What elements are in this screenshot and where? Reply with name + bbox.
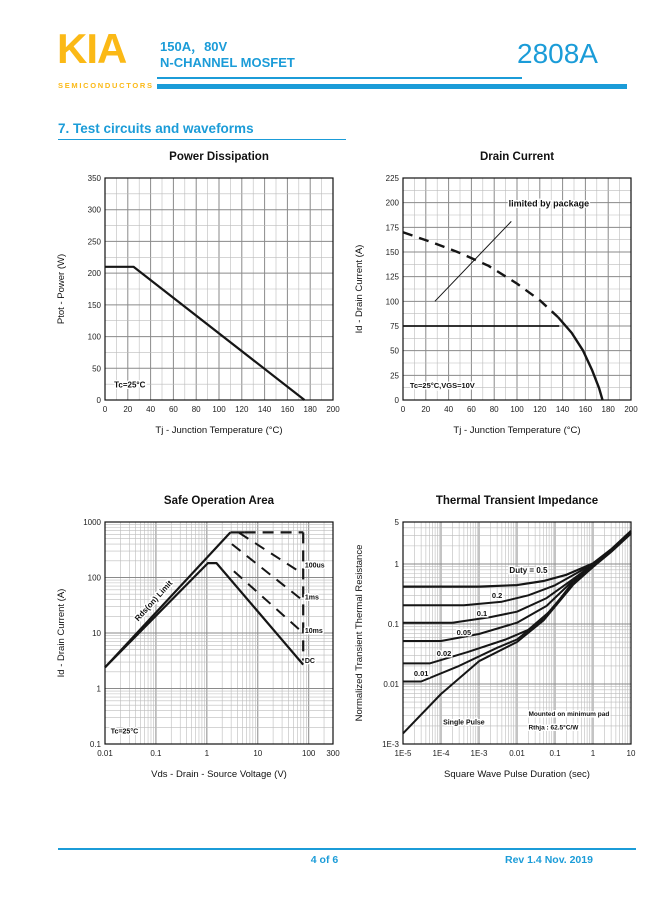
y-axis-label: Ptot - Power (W) [56, 253, 67, 325]
x-tick-label: 180 [601, 405, 615, 414]
y-tick-label: 25 [390, 371, 399, 381]
x-tick-label: 160 [280, 405, 295, 414]
x-tick-label: 100 [510, 405, 524, 414]
x-tick-label: 80 [191, 405, 201, 414]
power-dissipation-plot [53, 146, 348, 441]
x-tick-label: 40 [444, 405, 454, 414]
chart-title: Drain Current [479, 151, 555, 163]
safe-operation-area-plot [53, 490, 348, 785]
x-tick-label: 20 [421, 405, 431, 414]
chart-drain-current [351, 146, 646, 441]
curve-label: Rthja : 62.5°C/W [528, 724, 579, 732]
y-tick-label: 225 [385, 174, 399, 183]
y-tick-label: 1 [394, 559, 399, 569]
chart-title: Power Dissipation [169, 151, 269, 163]
x-tick-label: 200 [624, 405, 638, 414]
curve-label: 0.05 [456, 627, 472, 637]
x-axis-label: Tj - Junction Temperature (°C) [155, 425, 283, 436]
x-tick-label: 1E-5 [394, 749, 412, 758]
x-tick-label: 160 [578, 405, 593, 414]
y-tick-label: 100 [87, 573, 101, 583]
curve-label: Tc=25°C [110, 728, 139, 736]
product-rating: 150A，80V [160, 39, 228, 54]
x-tick-label: 100 [212, 405, 226, 414]
curve-label: 10ms [304, 628, 323, 635]
y-tick-label: 1000 [83, 518, 101, 527]
y-axis-label: Normalized Transient Thermal Resistance [354, 544, 365, 722]
x-tick-label: 0.1 [549, 749, 561, 758]
x-tick-label: 0 [102, 405, 108, 414]
y-tick-label: 350 [87, 174, 101, 183]
curve-label: 0.02 [436, 649, 452, 659]
curve-label: 0.1 [476, 609, 488, 619]
x-tick-label: 140 [257, 405, 272, 414]
y-tick-label: 1E-3 [382, 740, 399, 749]
x-tick-label: 200 [326, 405, 340, 414]
logo-subtitle: SEMICONDUCTORS [58, 81, 154, 90]
x-tick-label: 10 [253, 749, 263, 758]
x-tick-label: 120 [533, 405, 547, 414]
y-tick-label: 150 [385, 248, 399, 257]
x-tick-label: 100 [302, 749, 316, 758]
chart-title: Thermal Transient Impedance [435, 495, 599, 507]
y-tick-label: 300 [87, 205, 101, 215]
curve-label: Rds(on) Limit [133, 578, 175, 624]
curve-label: DC [304, 657, 315, 665]
y-tick-label: 5 [394, 518, 399, 527]
footer-rule [58, 848, 636, 850]
revision: Rev 1.4 Nov. 2019 [505, 854, 593, 866]
y-tick-label: 200 [87, 269, 101, 279]
drain-current-plot [351, 146, 646, 441]
curve-label: Mounted on minimum pad [528, 711, 610, 719]
x-axis-label: Square Wave Pulse Duration (sec) [444, 769, 590, 780]
x-tick-label: 140 [555, 405, 570, 414]
x-tick-label: 1E-4 [432, 749, 450, 758]
y-tick-label: 125 [385, 272, 399, 282]
x-tick-label: 0.01 [509, 749, 525, 758]
chart-title: Safe Operation Area [163, 495, 275, 507]
kia-logo: KIA [57, 25, 127, 72]
x-tick-label: 0.1 [150, 749, 162, 758]
part-number: 2808A [517, 38, 598, 69]
x-axis-label: Tj - Junction Temperature (°C) [453, 425, 581, 436]
thermal-transient-impedance-plot [351, 490, 646, 785]
x-tick-label: 1 [204, 749, 210, 758]
curve-label: 1ms [304, 594, 319, 602]
y-tick-label: 0 [394, 396, 399, 405]
chart-safe-operation-area [53, 490, 348, 785]
y-tick-label: 200 [385, 198, 399, 208]
x-tick-label: 300 [326, 749, 340, 758]
x-axis-label: Vds - Drain - Source Voltage (V) [151, 769, 287, 780]
x-tick-label: 1E-3 [470, 749, 488, 758]
y-tick-label: 0.01 [383, 679, 399, 689]
curve-label: Duty = 0.5 [509, 566, 548, 576]
curve-label: Tc=25°C,VGS=10V [409, 381, 475, 391]
y-tick-label: 50 [92, 364, 101, 374]
product-type: N-CHANNEL MOSFET [160, 55, 295, 70]
y-tick-label: 100 [87, 332, 101, 342]
x-tick-label: 40 [146, 405, 156, 414]
curve-label: limited by package [508, 198, 590, 209]
section-title: 7. Test circuits and waveforms [58, 121, 346, 140]
curve-label: Tc=25°C [114, 380, 146, 390]
x-tick-label: 0.01 [97, 749, 113, 758]
x-tick-label: 60 [168, 405, 178, 414]
curve-label: 100us [304, 562, 325, 570]
y-axis-label: Id - Drain Current (A) [56, 588, 67, 678]
x-tick-label: 0 [400, 405, 406, 414]
y-tick-label: 250 [87, 237, 101, 247]
y-tick-label: 175 [385, 223, 399, 233]
y-tick-label: 10 [92, 629, 101, 638]
chart-power-dissipation [53, 146, 348, 441]
x-tick-label: 10 [626, 749, 636, 758]
y-tick-label: 75 [390, 322, 399, 331]
x-tick-label: 60 [466, 405, 476, 414]
y-tick-label: 0.1 [89, 740, 101, 749]
x-tick-label: 20 [123, 405, 133, 414]
x-tick-label: 1 [590, 749, 596, 758]
y-tick-label: 100 [385, 297, 399, 307]
curve-label: Single Pulse [443, 719, 485, 727]
y-tick-label: 0 [96, 396, 101, 405]
header-rule-thin [157, 77, 522, 79]
x-tick-label: 180 [303, 405, 317, 414]
y-tick-label: 150 [87, 300, 101, 310]
y-tick-label: 50 [390, 346, 399, 356]
curve-label: 0.01 [413, 669, 429, 679]
package-limit-line [435, 221, 511, 301]
header-rule-thick [157, 84, 627, 89]
x-tick-label: 80 [489, 405, 499, 414]
y-axis-label: Id - Drain Current (A) [354, 244, 365, 334]
chart-thermal-transient-impedance [351, 490, 646, 785]
x-tick-label: 120 [235, 405, 249, 414]
page-number: 4 of 6 [310, 854, 339, 866]
charts-grid [53, 146, 645, 785]
y-tick-label: 0.1 [387, 619, 399, 629]
y-tick-label: 1 [96, 684, 101, 694]
curve-label: 0.2 [491, 591, 503, 601]
